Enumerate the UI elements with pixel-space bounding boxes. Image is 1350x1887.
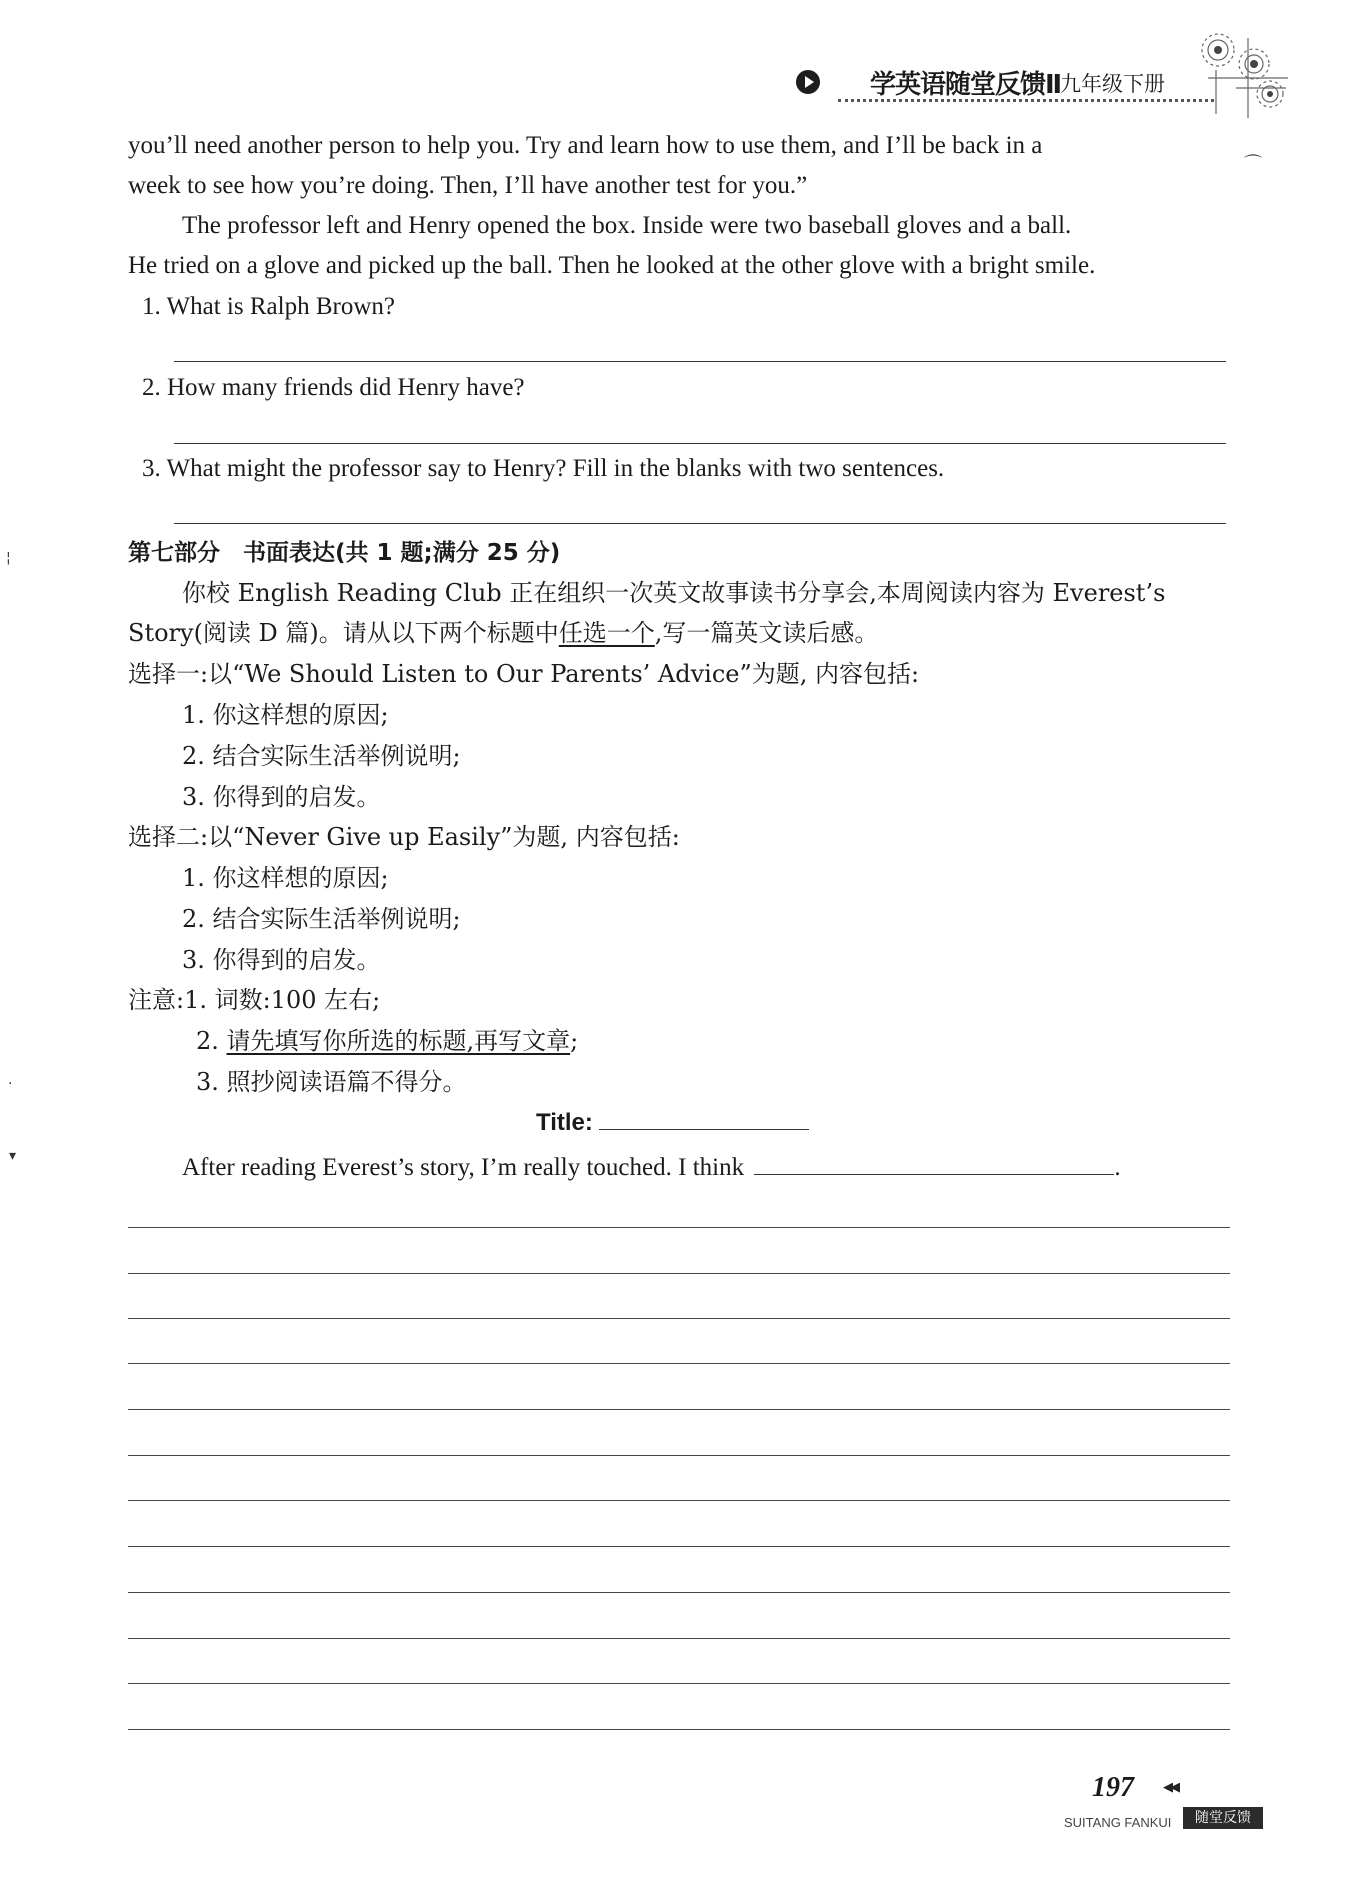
choice-2-item: 3. 你得到的启发。	[182, 946, 381, 974]
margin-mark: ▾	[9, 1148, 17, 1164]
note-1: 注意:1. 词数:100 左右;	[128, 986, 381, 1014]
writing-line[interactable]	[128, 1500, 1230, 1501]
writing-line[interactable]	[128, 1683, 1230, 1684]
passage-line: you’ll need another person to help you. Try and learn how to use them, and I’ll be back in a	[128, 132, 1043, 159]
question-2: 2. How many friends did Henry have?	[142, 374, 525, 401]
writing-intro: 你校 English Reading Club 正在组织一次英文故事读书分享会,本周阅读内容为 Everest’s	[182, 579, 1166, 607]
header-dotted-rule	[838, 99, 1214, 102]
starter-blank[interactable]	[754, 1154, 1114, 1175]
book-subtitle: 九年级下册	[1060, 72, 1165, 96]
choice-2-item: 2. 结合实际生活举例说明;	[182, 905, 461, 933]
flower-decoration-icon	[1188, 18, 1300, 122]
writing-line[interactable]	[128, 1273, 1230, 1274]
underlined-choose-one: 任选一个	[558, 619, 655, 647]
answer-line-2[interactable]	[174, 443, 1226, 444]
title-blank[interactable]	[599, 1109, 809, 1130]
writing-line[interactable]	[128, 1409, 1230, 1410]
answer-line-3[interactable]	[174, 523, 1226, 524]
margin-mark: ·	[8, 1076, 13, 1092]
choice-1: 选择一:以“We Should Listen to Our Parents’ Advice”为题, 内容包括:	[128, 660, 920, 688]
question-3: 3. What might the professor say to Henry? Fill in the blanks with two sentences.	[142, 455, 945, 482]
starter-sentence: After reading Everest’s story, I’m really touched. I think .	[182, 1154, 1121, 1181]
page-arrows-icon: ◀◀	[1163, 1780, 1177, 1795]
writing-line[interactable]	[128, 1227, 1230, 1228]
passage-line: week to see how you’re doing. Then, I’ll have another test for you.”	[128, 172, 808, 199]
writing-line[interactable]	[128, 1455, 1230, 1456]
answer-line-1[interactable]	[174, 361, 1226, 362]
note-3: 3. 照抄阅读语篇不得分。	[196, 1068, 467, 1096]
choice-1-item: 3. 你得到的启发。	[182, 783, 381, 811]
footer-badge: 随堂反馈	[1183, 1807, 1263, 1829]
writing-line[interactable]	[128, 1729, 1230, 1730]
note-2: 2. 请先填写你所选的标题,再写文章;	[196, 1027, 579, 1055]
question-1: 1. What is Ralph Brown?	[142, 293, 395, 320]
choice-1-item: 1. 你这样想的原因;	[182, 701, 389, 729]
writing-line[interactable]	[128, 1592, 1230, 1593]
title-label: Title:	[536, 1108, 809, 1138]
margin-mark: ⌒	[1244, 154, 1262, 175]
choice-2: 选择二:以“Never Give up Easily”为题, 内容包括:	[128, 823, 680, 851]
margin-mark: ¦	[6, 550, 11, 566]
writing-line[interactable]	[128, 1546, 1230, 1547]
footer-latin: SUITANG FANKUI	[1064, 1815, 1172, 1830]
writing-line[interactable]	[128, 1363, 1230, 1364]
writing-line[interactable]	[128, 1638, 1230, 1639]
page-number: 197	[1092, 1772, 1134, 1803]
choice-1-item: 2. 结合实际生活举例说明;	[182, 742, 461, 770]
passage-line: He tried on a glove and picked up the ball. Then he looked at the other glove with a bright smile.	[128, 252, 1096, 279]
section-title: 第七部分 书面表达(共 1 题;满分 25 分)	[128, 540, 561, 566]
writing-intro-cont: Story(阅读 D 篇)。请从以下两个标题中任选一个,写一篇英文读后感。	[128, 619, 879, 647]
writing-line[interactable]	[128, 1318, 1230, 1319]
underlined-note: 请先填写你所选的标题,再写文章	[226, 1027, 571, 1055]
book-title: 学英语随堂反馈Ⅱ	[870, 70, 1062, 100]
passage-line: The professor left and Henry opened the box. Inside were two baseball gloves and a ball.	[182, 212, 1072, 239]
play-icon	[796, 70, 820, 94]
choice-2-item: 1. 你这样想的原因;	[182, 864, 389, 892]
